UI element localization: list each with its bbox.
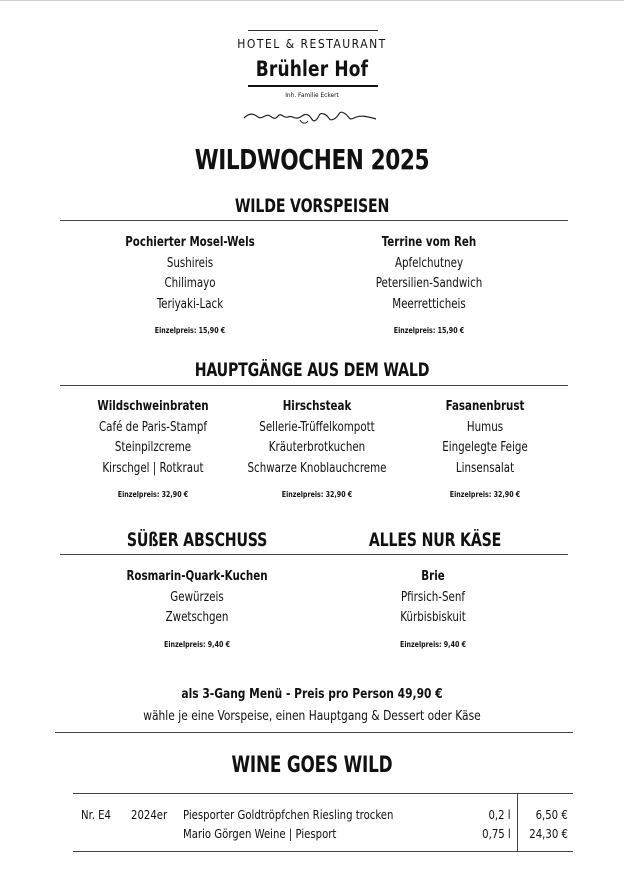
dish-component: Kräuterbrotkuchen xyxy=(268,440,366,455)
wine-price: 6,50 € xyxy=(535,807,568,822)
wine-producer: Mario Görgen Weine | Piesport xyxy=(183,826,337,841)
wine-heading: WINE GOES WILD xyxy=(231,753,393,778)
dish-name: Hirschsteak xyxy=(282,399,352,414)
starter-item-1 xyxy=(90,233,290,315)
signature-flourish xyxy=(240,104,380,128)
main-item-1 xyxy=(73,397,233,479)
main-item-3 xyxy=(405,397,565,479)
cheese-heading: ALLES NUR KÄSE xyxy=(368,530,502,551)
dish-component: Sushireis xyxy=(166,255,214,271)
wine-name: Piesporter Goldtröpfchen Riesling trocken xyxy=(183,807,394,822)
starter-price-1: Einzelpreis: 15,90 € xyxy=(154,326,226,335)
dish-component: Teriyaki-Lack xyxy=(156,296,224,312)
page-title: WILDWOCHEN 2025 xyxy=(194,143,430,176)
dish-component: Chilimayo xyxy=(164,276,216,291)
dish-name: Wildschweinbraten xyxy=(97,399,209,414)
menu-offer-rule xyxy=(55,732,573,733)
top-border xyxy=(0,0,624,1)
dish-component: Kirschgel | Rotkraut xyxy=(102,460,204,476)
mains-rule xyxy=(60,385,568,386)
dish-name: Terrine vom Reh xyxy=(381,235,477,250)
main-price-1: Einzelpreis: 32,90 € xyxy=(117,490,189,499)
dish-name: Pochierter Mosel-Wels xyxy=(125,235,255,250)
dish-component: Sellerie-Trüffelkompott xyxy=(259,419,375,435)
dish-component: Meerretticheis xyxy=(392,296,466,312)
dessert-heading: SÜßER ABSCHUSS xyxy=(126,530,268,551)
dish-name: Fasanenbrust xyxy=(445,399,525,414)
wine-number: Nr. E4 xyxy=(81,807,111,822)
cheese-price: Einzelpreis: 9,40 € xyxy=(399,640,467,649)
owner-line: Inh. Familie Eckert xyxy=(285,91,339,99)
dish-component: Humus xyxy=(466,419,504,435)
wine-bottom-rule xyxy=(73,851,573,852)
dish-component: Kürbisbiskuit xyxy=(400,610,466,625)
dessert-item xyxy=(97,567,297,629)
dish-component: Apfelchutney xyxy=(394,255,464,271)
dish-name: Brie xyxy=(421,569,445,584)
dish-component: Gewürzeis xyxy=(170,589,224,605)
wine-vintage: 2024er xyxy=(131,807,168,822)
dish-name: Rosmarin-Quark-Kuchen xyxy=(126,569,268,584)
wine-price: 24,30 € xyxy=(529,826,568,841)
starter-price-2: Einzelpreis: 15,90 € xyxy=(393,326,465,335)
dish-component: Eingelegte Feige xyxy=(442,440,528,455)
logo-top-rule xyxy=(248,30,378,31)
menu-price-line: als 3-Gang Menü - Preis pro Person 49,90 € xyxy=(181,686,443,702)
hotel-name: Brühler Hof xyxy=(255,57,369,81)
menu-description: wähle je eine Vorspeise, einen Hauptgang & Dessert oder Käse xyxy=(143,708,481,724)
main-price-2: Einzelpreis: 32,90 € xyxy=(281,490,353,499)
starters-heading: WILDE VORSPEISEN xyxy=(234,196,390,217)
hotel-subtitle: HOTEL & RESTAURANT xyxy=(237,37,387,51)
wine-size: 0,75 l xyxy=(482,826,511,841)
dish-component: Linsensalat xyxy=(455,460,515,476)
wine-top-rule xyxy=(73,793,573,794)
dish-component: Petersilien-Sandwich xyxy=(375,276,483,291)
starters-rule xyxy=(60,220,568,221)
dish-component: Zwetschgen xyxy=(165,610,229,625)
mains-heading: HAUPTGÄNGE AUS DEM WALD xyxy=(194,360,430,381)
logo-bottom-rule xyxy=(248,85,378,87)
cheese-item xyxy=(333,567,533,629)
menu-offer xyxy=(0,683,624,727)
main-item-2 xyxy=(227,397,407,479)
dessert-cheese-rule xyxy=(60,554,568,555)
starter-item-2 xyxy=(329,233,529,315)
main-price-3: Einzelpreis: 32,90 € xyxy=(449,490,521,499)
dish-component: Steinpilzcreme xyxy=(114,440,192,455)
dessert-price: Einzelpreis: 9,40 € xyxy=(163,640,231,649)
dish-component: Schwarze Knoblauchcreme xyxy=(247,460,387,476)
dish-component: Café de Paris-Stampf xyxy=(98,419,208,435)
wine-column-divider xyxy=(517,793,518,851)
wine-size: 0,2 l xyxy=(488,807,511,822)
dish-component: Pfirsich-Senf xyxy=(400,589,466,605)
